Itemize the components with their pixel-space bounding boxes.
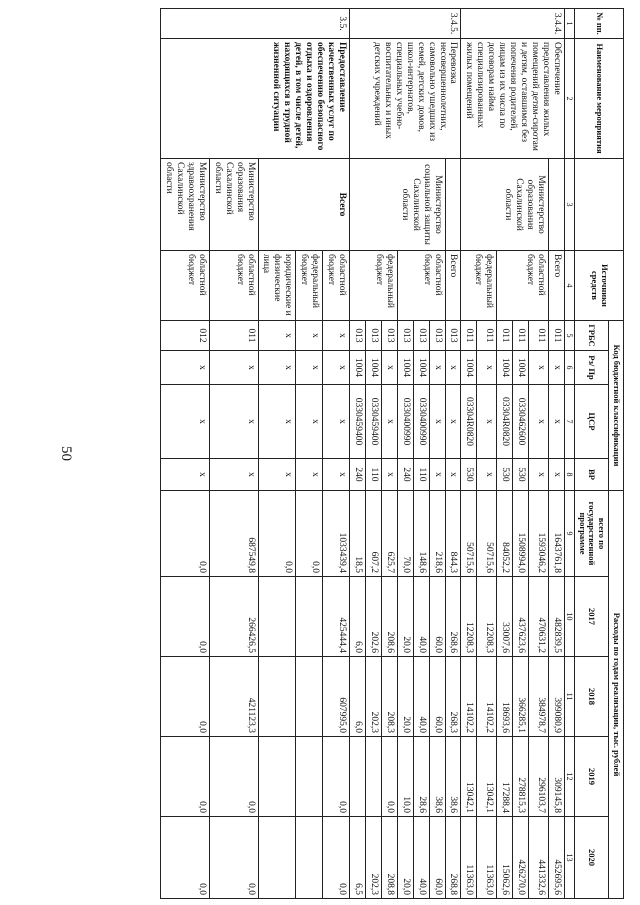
y2017-cell: 20,0 [397,577,413,657]
y2017-cell: 268,6 [445,577,461,657]
y2020-cell: 60,0 [429,817,445,899]
rzpr-cell: 1004 [397,351,413,385]
y2019-cell [365,737,381,817]
vr-cell: x [258,459,296,491]
csr-cell: x [529,385,549,459]
csr-cell: 03304R0820 [461,385,477,459]
csr-cell: x [258,385,296,459]
rzpr-cell: x [296,351,323,385]
header-expenses: Расходы по годам реализации, тыс. рублей [609,491,624,899]
grbs-cell: 011 [529,321,549,351]
csr-cell: 0330459400 [365,385,381,459]
total-cell: 607,2 [365,491,381,577]
grbs-cell: 011 [497,321,513,351]
grbs-cell: x [296,321,323,351]
y2017-cell [296,577,323,657]
header-csr: ЦСР [574,385,608,459]
y2018-cell: 202,3 [365,657,381,737]
rzpr-cell: x [381,351,397,385]
y2018-cell: 399080,9 [548,657,564,737]
total-cell: 844,3 [445,491,461,577]
vr-cell: 530 [461,459,477,491]
col-number: 1 [564,9,574,39]
y2019-cell: 13042,1 [461,737,477,817]
rzpr-cell: x [529,351,549,385]
total-cell: 218,6 [429,491,445,577]
y2020-cell: 11363,0 [477,817,497,899]
header-vr: ВР [574,459,608,491]
y2017-cell: 266426,5 [209,577,258,657]
csr-cell: 0330400990 [413,385,429,459]
rzpr-cell: x [161,351,210,385]
col-number: 8 [564,459,574,491]
y2018-cell: 384978,7 [529,657,549,737]
executor-blank [445,159,461,251]
source-cell: федеральный бюджет [296,251,323,321]
y2020-cell: 0,0 [161,817,210,899]
source-cell: областной бюджет [209,251,258,321]
y2019-cell: 38,6 [445,737,461,817]
header-2018: 2018 [574,657,608,737]
csr-cell: 0330459400 [350,385,366,459]
y2018-cell: 14102,2 [461,657,477,737]
grbs-cell: 011 [209,321,258,351]
total-cell: 50715,6 [477,491,497,577]
y2017-cell: 482839,5 [548,577,564,657]
y2017-cell: 33007,6 [497,577,513,657]
y2019-cell [258,737,296,817]
vr-cell: x [323,459,350,491]
total-cell: 1033439,4 [323,491,350,577]
rzpr-cell: 1004 [350,351,366,385]
y2018-cell: 208,3 [381,657,397,737]
y2018-cell: 421123,3 [209,657,258,737]
y2020-cell: 268,8 [445,817,461,899]
y2019-cell: 296103,7 [529,737,549,817]
header-2017: 2017 [574,577,608,657]
csr-cell: x [548,385,564,459]
grbs-cell: 013 [397,321,413,351]
y2019-cell: 0,0 [209,737,258,817]
total-cell: 18,5 [350,491,366,577]
header-name: Наименование мероприятия [574,39,623,159]
rzpr-cell: 1004 [497,351,513,385]
column-number-row [564,9,574,899]
col-number: 11 [564,657,574,737]
source-cell: федеральный бюджет [461,251,497,321]
vr-cell: x [477,459,497,491]
grbs-cell: 013 [350,321,366,351]
vr-cell: 530 [497,459,513,491]
table-row [323,9,350,899]
item-executor: Министерство образования Сахалинской области [209,159,258,251]
y2020-cell: 0,0 [209,817,258,899]
y2018-cell: 20,0 [397,657,413,737]
y2017-cell: 12208,3 [477,577,497,657]
header-executor [574,159,623,251]
col-number: 2 [564,39,574,159]
col-number: 3 [564,159,574,251]
grbs-cell: 013 [413,321,429,351]
item-name: Предоставление качественных услуг по обеспечению безопасного отдыха и оздоровления детей, в том числе детей, находящихся в трудной жизненной ситуации [161,39,350,159]
y2019-cell: 278815,3 [513,737,529,817]
csr-cell: x [381,385,397,459]
y2018-cell [296,657,323,737]
total-cell: 70,0 [397,491,413,577]
y2018-cell: 366285,1 [513,657,529,737]
y2019-cell: 0,0 [323,737,350,817]
col-number: 7 [564,385,574,459]
vr-cell: x [445,459,461,491]
rzpr-cell: x [258,351,296,385]
header-total: всего по государственной программе [574,491,608,577]
y2019-cell: 13042,1 [477,737,497,817]
csr-cell: x [445,385,461,459]
y2020-cell: 452695,6 [548,817,564,899]
y2019-cell: 10,0 [397,737,413,817]
item-executor: Министерство здравоохранения Сахалинской области [161,159,210,251]
vr-cell: x [209,459,258,491]
vr-cell: 240 [397,459,413,491]
vr-cell: 110 [365,459,381,491]
y2017-cell: 6,0 [350,577,366,657]
y2017-cell: 470631,2 [529,577,549,657]
y2019-cell: 38,6 [429,737,445,817]
rzpr-cell: x [477,351,497,385]
source-cell: Всего [445,251,461,321]
total-cell: 1643761,8 [548,491,564,577]
rzpr-cell: x [548,351,564,385]
item-number: 3.4.4. [461,9,564,39]
rzpr-cell: 1004 [413,351,429,385]
y2019-cell: 17288,4 [497,737,513,817]
y2020-cell: 11363,0 [461,817,477,899]
csr-cell: x [477,385,497,459]
y2017-cell: 60,0 [429,577,445,657]
y2020-cell: 0,0 [323,817,350,899]
grbs-cell: 012 [161,321,210,351]
grbs-cell: x [323,321,350,351]
vr-cell: x [548,459,564,491]
rzpr-cell: 1004 [461,351,477,385]
grbs-cell: x [258,321,296,351]
total-cell: 0,0 [161,491,210,577]
y2020-cell: 426270,0 [513,817,529,899]
table-row [445,9,461,899]
total-cell: 0,0 [296,491,323,577]
total-cell: 1593046,2 [529,491,549,577]
y2020-cell: 208,8 [381,817,397,899]
vr-cell: x [529,459,549,491]
y2020-cell: 441332,6 [529,817,549,899]
total-cell: 50715,6 [461,491,477,577]
total-cell: 625,7 [381,491,397,577]
item-executor: Министерство образования Сахалинской области [461,159,548,251]
y2018-cell: 268,3 [445,657,461,737]
executor-blank [548,159,564,251]
y2019-cell: 309145,8 [548,737,564,817]
col-number: 12 [564,737,574,817]
item-name: Обеспечение предоставления жилых помещений детям-сиротам и детям, оставшимся без попечения родителей, лицам из их числа по договорам найма специализированных жилых помещений [461,39,564,159]
total-label: Всего [258,159,349,251]
rzpr-cell: 1004 [365,351,381,385]
rzpr-cell: x [323,351,350,385]
grbs-cell: 011 [548,321,564,351]
grbs-cell: 013 [445,321,461,351]
y2019-cell: 28,6 [413,737,429,817]
y2018-cell: 60,0 [429,657,445,737]
y2019-cell: 0,0 [381,737,397,817]
vr-cell: 110 [413,459,429,491]
y2017-cell: 202,6 [365,577,381,657]
csr-cell: x [296,385,323,459]
header-budget-code: Код бюджетной классификации [609,321,624,491]
col-number: 13 [564,817,574,899]
col-number: 6 [564,351,574,385]
vr-cell: x [381,459,397,491]
y2020-cell: 15062,6 [497,817,513,899]
col-number: 9 [564,491,574,577]
csr-cell: x [429,385,445,459]
y2017-cell: 12208,3 [461,577,477,657]
y2017-cell [258,577,296,657]
item-executor: Министерство социальной защиты Сахалинской области [350,159,446,251]
source-cell: областной бюджет [161,251,210,321]
csr-cell: 0330462600 [513,385,529,459]
grbs-cell: 011 [477,321,497,351]
grbs-cell: 013 [381,321,397,351]
csr-cell: x [209,385,258,459]
total-cell: 0,0 [258,491,296,577]
vr-cell: x [161,459,210,491]
source-cell: федеральный бюджет [350,251,398,321]
csr-cell: 0330400990 [397,385,413,459]
rzpr-cell: x [445,351,461,385]
y2018-cell: 14102,2 [477,657,497,737]
vr-cell: x [296,459,323,491]
y2018-cell: 18693,6 [497,657,513,737]
item-number: 3.4.5. [350,9,461,39]
total-cell: 148,6 [413,491,429,577]
csr-cell: x [323,385,350,459]
csr-cell: x [161,385,210,459]
y2017-cell: 425444,4 [323,577,350,657]
vr-cell: 240 [350,459,366,491]
header-2020: 2020 [574,817,608,899]
grbs-cell: 011 [461,321,477,351]
vr-cell: x [429,459,445,491]
y2020-cell: 6,5 [350,817,366,899]
rzpr-cell: x [429,351,445,385]
header-2019: 2019 [574,737,608,817]
item-name: Перевозка несовершеннолетних, самовольно ушедших из семей, детских домов, школ-интернатов, специальных учебно-воспитательных и иных детских учреждений [350,39,461,159]
source-cell: областной бюджет [397,251,445,321]
y2020-cell [258,817,296,899]
y2017-cell: 437623,6 [513,577,529,657]
y2018-cell [258,657,296,737]
y2018-cell: 6,0 [350,657,366,737]
item-number: 3.5. [161,9,350,39]
y2017-cell: 0,0 [161,577,210,657]
header-source: Источники средств [574,251,623,321]
source-cell: юридические и физические лица [258,251,296,321]
rzpr-cell: x [209,351,258,385]
total-cell: 687549,8 [209,491,258,577]
grbs-cell: 013 [429,321,445,351]
rzpr-cell: 1004 [513,351,529,385]
y2020-cell: 20,0 [397,817,413,899]
table-row [548,9,564,899]
source-cell: областной бюджет [497,251,549,321]
y2020-cell: 40,0 [413,817,429,899]
y2018-cell: 0,0 [161,657,210,737]
csr-cell: 03304R0820 [497,385,513,459]
total-cell: 1508994,0 [513,491,529,577]
col-number: 5 [564,321,574,351]
y2018-cell: 607995,0 [323,657,350,737]
grbs-cell: 011 [513,321,529,351]
y2017-cell: 40,0 [413,577,429,657]
y2019-cell [296,737,323,817]
page-number: 50 [58,446,74,461]
y2020-cell: 202,3 [365,817,381,899]
y2017-cell: 208,6 [381,577,397,657]
header-rzpr: Рз/ Пр [574,351,608,385]
total-cell: 84052,2 [497,491,513,577]
source-cell: Всего [548,251,564,321]
budget-table [160,8,624,899]
y2020-cell [296,817,323,899]
y2019-cell [350,737,366,817]
y2019-cell: 0,0 [161,737,210,817]
grbs-cell: 013 [365,321,381,351]
col-number: 4 [564,251,574,321]
header-no: № пп. [574,9,623,39]
y2018-cell: 40,0 [413,657,429,737]
vr-cell: 530 [513,459,529,491]
source-cell: областной бюджет [323,251,350,321]
header-grbs: ГРБС [574,321,608,351]
col-number: 10 [564,577,574,657]
